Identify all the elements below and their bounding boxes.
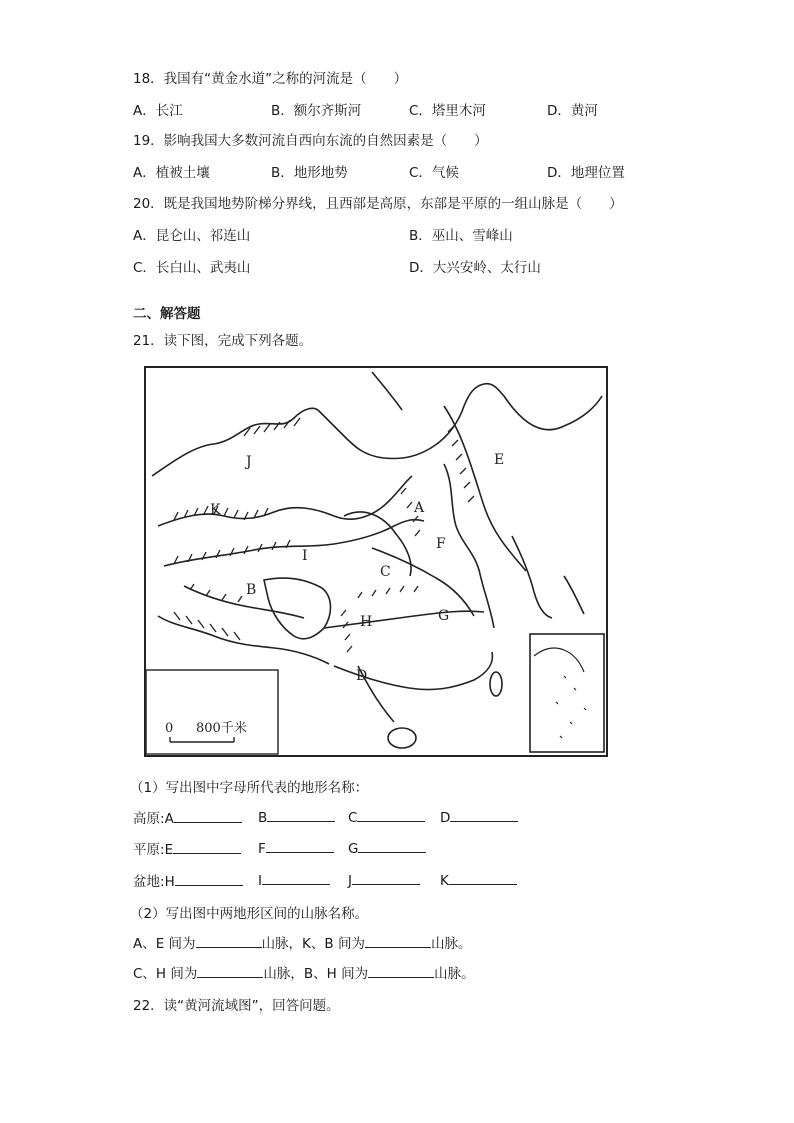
row-plateau-prefix: 高原: bbox=[133, 811, 165, 827]
q21-sub1: （1）写出图中字母所代表的地形名称： bbox=[130, 780, 369, 796]
line1-part-c: 山脉。 bbox=[430, 936, 472, 952]
blank-letter-h: H bbox=[164, 874, 175, 890]
answer-blank-ae[interactable] bbox=[196, 933, 262, 948]
line2-part-b: 山脉，B、H 间为 bbox=[263, 966, 369, 982]
question-20-stem: 20．既是我国地势阶梯分界线，且西部是高原，东部是平原的一组山脉是（ ） bbox=[133, 196, 623, 212]
answer-blank-f[interactable] bbox=[266, 838, 334, 853]
blank-letter-d: D bbox=[440, 810, 451, 826]
q21-sub2: （2）写出图中两地形区间的山脉名称。 bbox=[130, 906, 369, 922]
q20-option-c: C．长白山、武夷山 bbox=[133, 260, 251, 276]
blank-letter-b: B bbox=[258, 810, 268, 826]
row-basin-i bbox=[258, 870, 330, 889]
map-label-e: E bbox=[494, 452, 505, 468]
row-plateau-d bbox=[440, 807, 518, 826]
q18-option-c: C．塔里木河 bbox=[409, 103, 486, 119]
map-label-a: A bbox=[414, 500, 425, 516]
map-label-h: H bbox=[360, 614, 373, 630]
row-plain-g bbox=[348, 838, 426, 857]
row-basin-prefix: 盆地: bbox=[133, 874, 165, 890]
row-basin-k bbox=[440, 870, 517, 889]
china-terrain-map bbox=[144, 366, 608, 757]
blank-letter-c: C bbox=[348, 810, 358, 826]
answer-blank-h[interactable] bbox=[175, 871, 243, 886]
map-label-c: C bbox=[380, 564, 391, 580]
q19-option-d: D．地理位置 bbox=[547, 165, 625, 181]
q18-option-d: D．黄河 bbox=[547, 103, 598, 119]
answer-blank-j[interactable] bbox=[352, 870, 420, 885]
answer-blank-a[interactable] bbox=[174, 808, 242, 823]
blank-letter-f: F bbox=[258, 841, 266, 857]
question-21-stem: 21．读下图，完成下列各题。 bbox=[133, 333, 313, 349]
line1-part-b: 山脉，K、B 间为 bbox=[261, 936, 365, 952]
map-label-i: I bbox=[302, 548, 308, 564]
blank-letter-j: J bbox=[348, 873, 352, 889]
map-figure bbox=[144, 366, 608, 757]
map-label-j: J bbox=[246, 454, 252, 470]
q19-option-c: C．气候 bbox=[409, 165, 459, 181]
q19-option-b: B．地形地势 bbox=[271, 165, 348, 181]
row-plateau-b bbox=[258, 807, 335, 826]
line1-part-a: A、E 间为 bbox=[133, 936, 196, 952]
q18-option-b: B．额尔齐斯河 bbox=[271, 103, 362, 119]
question-18-stem: 18．我国有“黄金水道”之称的河流是（ ） bbox=[133, 71, 408, 87]
section-heading: 二、解答题 bbox=[133, 306, 201, 322]
q20-option-a: A．昆仑山、祁连山 bbox=[133, 228, 251, 244]
mountain-line-1 bbox=[133, 932, 471, 952]
blank-letter-i: I bbox=[258, 873, 262, 889]
answer-blank-c[interactable] bbox=[357, 807, 425, 822]
answer-blank-k[interactable] bbox=[449, 870, 517, 885]
answer-blank-b[interactable] bbox=[267, 807, 335, 822]
mountain-line-2 bbox=[133, 962, 475, 982]
line2-part-c: 山脉。 bbox=[434, 966, 475, 982]
map-label-g: G bbox=[438, 608, 450, 624]
row-plain-prefix: 平原: bbox=[133, 842, 165, 858]
scale-zero: 0 bbox=[165, 721, 174, 736]
answer-blank-kb[interactable] bbox=[365, 933, 431, 948]
map-label-b: B bbox=[246, 582, 257, 598]
row-basin-j bbox=[348, 870, 420, 889]
question-19-stem: 19．影响我国大多数河流自西向东流的自然因素是（ ） bbox=[133, 133, 488, 149]
line2-part-a: C、H 间为 bbox=[133, 966, 198, 982]
answer-blank-e[interactable] bbox=[173, 839, 241, 854]
map-label-f: F bbox=[436, 536, 446, 552]
q20-option-d: D．大兴安岭、太行山 bbox=[409, 260, 541, 276]
q18-option-a: A．长江 bbox=[133, 103, 183, 119]
answer-blank-i[interactable] bbox=[262, 870, 330, 885]
blank-letter-a: A bbox=[164, 811, 174, 827]
answer-blank-bh[interactable] bbox=[368, 963, 434, 978]
row-plain-f bbox=[258, 838, 334, 857]
answer-blank-d[interactable] bbox=[450, 807, 518, 822]
scale-text: 800千米 bbox=[196, 721, 247, 736]
answer-blank-ch[interactable] bbox=[197, 963, 263, 978]
blank-letter-g: G bbox=[348, 841, 359, 857]
blank-letter-k: K bbox=[440, 873, 449, 889]
q19-option-a: A．植被土壤 bbox=[133, 165, 210, 181]
q20-option-b: B．巫山、雪峰山 bbox=[409, 228, 513, 244]
row-plateau-c bbox=[348, 807, 425, 826]
question-22-stem: 22．读“黄河流域图”，回答问题。 bbox=[133, 998, 340, 1014]
row-plateau bbox=[133, 807, 242, 827]
map-label-k: K bbox=[210, 502, 221, 518]
answer-blank-g[interactable] bbox=[358, 838, 426, 853]
map-label-d: D bbox=[356, 668, 368, 684]
row-plain bbox=[133, 838, 241, 858]
row-basin bbox=[133, 870, 243, 890]
blank-letter-e: E bbox=[164, 842, 174, 858]
